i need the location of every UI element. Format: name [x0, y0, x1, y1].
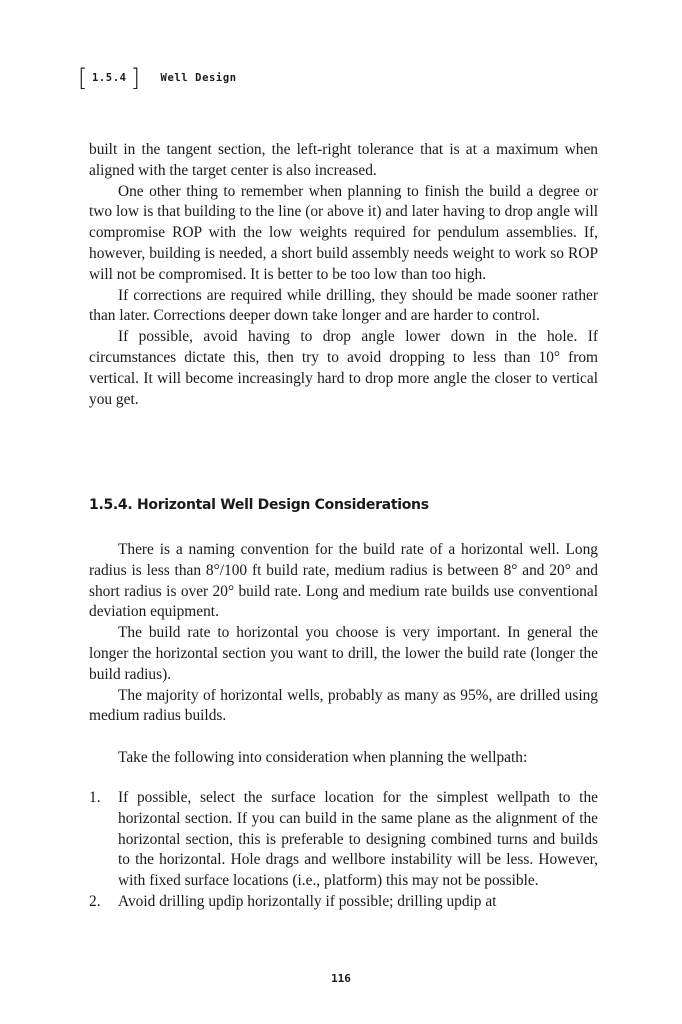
paragraph: If corrections are required while drilling, they should be made sooner rather than later. Corrections deeper down take longer and are harder to control. — [89, 286, 598, 325]
body-text-continuation — [89, 140, 598, 410]
running-head-title: Well Design — [160, 72, 237, 84]
list-item — [89, 892, 598, 913]
section-heading: 1.5.4. Horizontal Well Design Considerations — [89, 497, 429, 513]
list-item-number: 1. — [89, 789, 101, 806]
paragraph: There is a naming convention for the build rate of a horizontal well. Long radius is less than 8°/100 ft build rate, medium radius is between 8° and 20° and short radius is over 20° build rate. Long and medium rate builds use conventional deviation equipment. — [89, 541, 598, 621]
running-head-section-number: 1.5.4 — [91, 72, 127, 84]
bracket-right: ] — [130, 64, 141, 92]
paragraph: Take the following into consideration when planning the wellpath: — [118, 749, 528, 766]
section-body-text — [89, 540, 598, 727]
paragraph: If possible, avoid having to drop angle lower down in the hole. If circumstances dictate this, then try to avoid dropping to less than 10° from vertical. It will become increasingly hard to drop more angle the closer to vertical you get. — [89, 328, 598, 408]
running-head — [78, 66, 237, 90]
list-item-number: 2. — [89, 892, 101, 910]
paragraph: The majority of horizontal wells, probably as many as 95%, are drilled using medium radius builds. — [89, 686, 598, 725]
list-lead-in — [89, 748, 598, 769]
list-item — [89, 788, 598, 892]
considerations-list — [89, 788, 598, 913]
list-item-text: If possible, select the surface location for the simplest wellpath to the horizontal section. If you can build in the same plane as the alignment of the horizontal section, this is preferable to designing combined turns and builds to the horizontal. Hole drags and wellbore instability will be less. However, with fixed surface locations (i.e., platform) this may not be possible. — [118, 789, 598, 890]
paragraph: built in the tangent section, the left-right tolerance that is at a maximum when aligned with the target center is also increased. — [89, 141, 598, 179]
paragraph: The build rate to horizontal you choose is very important. In general the longer the horizontal section you want to drill, the lower the build rate (longer the build radius). — [89, 624, 598, 683]
bracket-left: [ — [78, 64, 88, 92]
page-number: 116 — [331, 972, 351, 985]
list-item-text: Avoid drilling updip horizontally if possible; drilling updip at — [118, 892, 497, 910]
paragraph: One other thing to remember when planning to finish the build a degree or two low is that building to the line (or above it) and later having to drop angle will compromise ROP with the low weights required for pendulum assemblies. If, however, building is needed, a short build assembly needs weight to work so ROP will not be compromised. It is better to be too low than too high. — [89, 182, 598, 283]
